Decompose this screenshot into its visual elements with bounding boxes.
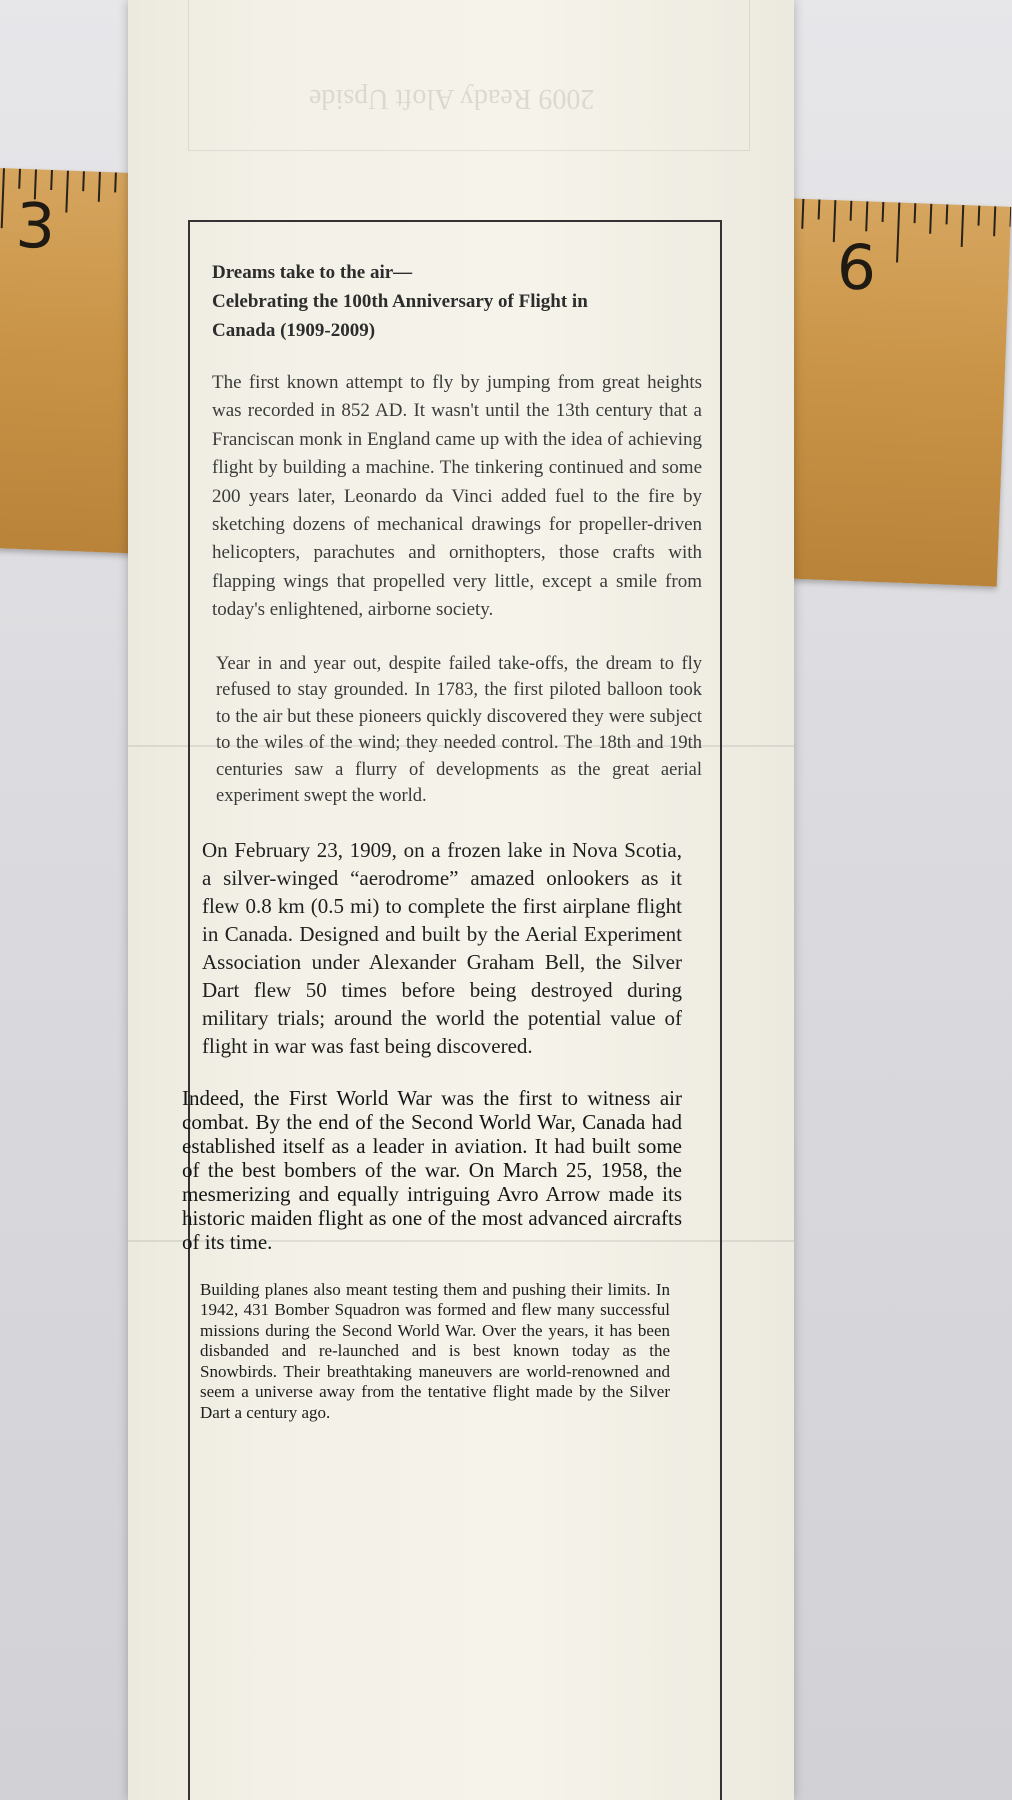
ruler-number-3: 3 [14, 188, 57, 264]
paragraph-world-wars: Indeed, the First World War was the first to witness air combat. By the end of the Second World War, Canada had established itself as a leader in aviation. It had built some of the best bombers of the war. On March 25, 1958, the mesmerizing and equally intriguing Avro Arrow made its historic maiden flight as one of the most advanced aircrafts of its time. [182, 1085, 682, 1254]
ruler-tick [947, 204, 948, 224]
top-flap [188, 0, 750, 151]
title-line: Canada (1909-2009) [212, 320, 376, 341]
paragraph-early-attempts: The first known attempt to fly by jumping from great heights was recorded in 852 AD. It wasn't until the 13th century that a Franciscan monk in England came up with the idea of achieving flight by building a machine. The tinkering continued and some 200 years later, Leonardo da Vinci added fuel to the fire by sketching dozens of mechanical drawings for propeller-driven helicopters, parachutes and ornithopters, those crafts with flapping wings that propelled very little, except a smile from today's enlightened, airborne society. [212, 372, 702, 621]
ruler-tick [834, 200, 836, 242]
ruler-tick [819, 199, 820, 219]
ruler-tick [83, 171, 84, 191]
paragraph-balloon: Year in and year out, despite failed take-offs, the dream to fly refused to stay grounded. In 1783, the first piloted balloon took to the air but these pioneers quickly discovered they were subject to the wiles of the wind; they needed control. The 18th and 19th centuries saw a flurry of developments as the great aerial experiment swept the world. [216, 653, 702, 807]
insert-title [212, 258, 702, 345]
show-through-text: 2009 Ready Aloft Upside [309, 83, 595, 114]
ruler-tick [802, 199, 803, 229]
ruler-tick [897, 203, 899, 263]
paper-insert [128, 0, 794, 1800]
ruler-tick [2, 168, 4, 228]
ruler-tick [19, 169, 20, 189]
ruler-tick [1010, 207, 1011, 227]
ruler-tick [994, 206, 995, 236]
paragraph-silver-dart: On February 23, 1909, on a frozen lake in Nova Scotia, a silver-winged “aerodrome” amazed onlookers as it flew 0.8 km (0.5 mi) to complete the first airplane flight in Canada. Designed and built by the Aerial Experiment Association under Alexander Graham Bell, the Silver Dart flew 50 times before being destroyed during military trials; around the world the potential value of flight in war was fast being discovered. [202, 837, 682, 1058]
ruler-tick [851, 201, 852, 221]
ruler-number-6: 6 [835, 230, 878, 305]
ruler-tick [866, 201, 867, 231]
ruler-tick [962, 205, 964, 247]
ruler-tick [979, 206, 980, 226]
insert-content [182, 258, 702, 1449]
ruler-tick [930, 204, 931, 234]
ruler-tick [51, 170, 52, 190]
ruler-tick [99, 172, 100, 202]
title-line: Dreams take to the air— [212, 262, 413, 283]
ruler-tick [915, 203, 916, 223]
ruler-tick [66, 171, 68, 213]
paragraph-snowbirds: Building planes also meant testing them and pushing their limits. In 1942, 431 Bomber Squadron was formed and flew many successful missions during the Second World War. Over the years, it has been disbanded and re-launched and is best known today as the Snowbirds. Their breathtaking maneuvers are world-renowned and seem a universe away from the tentative flight made by the Silver Dart a century ago. [200, 1279, 670, 1422]
title-line: Celebrating the 100th Anniversary of Flight in [212, 291, 588, 312]
ruler-tick [115, 172, 116, 192]
ruler-tick [883, 202, 884, 222]
